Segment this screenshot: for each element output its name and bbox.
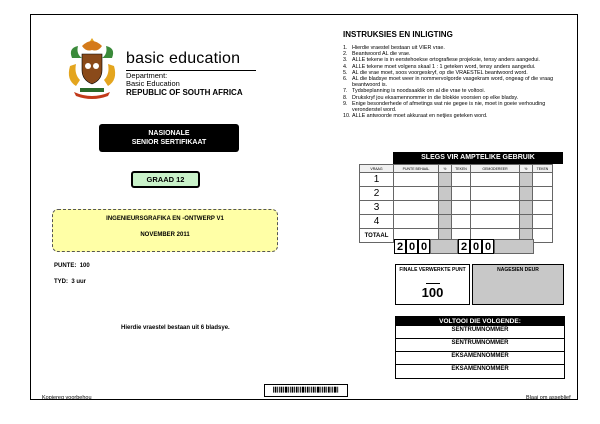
sign-cell[interactable] — [452, 201, 471, 215]
subject-title: INGENIEURSGRAFIKA EN -ONTWERP V1 — [106, 216, 224, 222]
half-cell — [520, 201, 533, 215]
table-row — [360, 187, 553, 201]
final-mark-label: FINALE VERWERKTE PUNT — [399, 267, 466, 273]
instruction-text: Hierdie vraestel bestaan uit VIER vrae. — [352, 45, 445, 51]
marks-cell[interactable] — [394, 173, 439, 187]
exam-number-field[interactable]: EKSAMENNOMMER — [396, 352, 564, 365]
instruction-number: 1. — [343, 45, 348, 51]
total-digit: 0 — [482, 239, 494, 254]
instruction-text: ALLE tekene moet volgens skaal 1 : 1 geteken word, tensy anders aangedui. — [352, 63, 536, 70]
total-digit: 2 — [394, 239, 406, 254]
instruction-text: Drukskryf jou eksamennommer in die blokkie voorsien op elke bladsy. — [352, 94, 519, 101]
half-cell — [439, 215, 452, 229]
instruction-text: AL die bladsye moet weer in nommervolgorde vasgekram word, ongeag of die vraag beantwoord is. — [352, 76, 554, 89]
certificate-box — [99, 124, 239, 152]
certificate-line-1: NASIONALE — [148, 130, 190, 137]
instruction-number: 3. — [343, 57, 348, 64]
column-header: TEKEN — [452, 165, 471, 173]
barcode-image — [264, 384, 348, 397]
question-number: 3 — [360, 201, 394, 215]
half-cell — [520, 187, 533, 201]
instruction-number: 10. — [343, 113, 351, 120]
sign-cell[interactable] — [533, 201, 553, 215]
instruction-item — [343, 101, 573, 113]
column-header: ½ — [520, 165, 533, 173]
marked-by-box[interactable] — [472, 264, 564, 305]
table-row — [360, 173, 553, 187]
sign-cell[interactable] — [452, 215, 471, 229]
total-label: TOTAAL — [360, 229, 394, 243]
sign-cell[interactable] — [533, 187, 553, 201]
instruction-number: 8. — [343, 94, 348, 101]
marks-cell[interactable] — [394, 215, 439, 229]
marks-label: PUNTE: — [54, 263, 77, 269]
final-mark-box — [395, 264, 470, 305]
instruction-number: 7. — [343, 88, 348, 95]
column-header: PUNTE BEHAAL — [394, 165, 439, 173]
instruction-text: ALLE tekene is in eerstehoekse ortografiese projeksie, tensy anders aangedui. — [352, 57, 540, 64]
instructions-title: INSTRUKSIES EN INLIGTING — [343, 30, 453, 39]
instruction-text: ALLE antwoorde moet akkuraat en netjies geteken word. — [352, 113, 488, 120]
instruction-number: 9. — [343, 100, 348, 107]
certificate-line-2: SENIOR SERTIFIKAAT — [131, 139, 207, 146]
marks-value: 100 — [79, 263, 90, 269]
moderated-cell[interactable] — [471, 215, 520, 229]
brand-title: basic education — [126, 50, 241, 67]
moderated-cell[interactable] — [471, 201, 520, 215]
final-mark-divider — [426, 283, 440, 284]
department-name: Basic Education — [126, 79, 180, 88]
department-label: Department: — [126, 71, 168, 80]
instruction-number: 2. — [343, 51, 348, 58]
instruction-text: Enige besonderhede of afmetings wat nie gegee is nie, moet in goeie verhouding veronderstel word. — [352, 100, 546, 114]
final-mark-value: 100 — [421, 285, 444, 300]
subject-box — [52, 209, 278, 252]
question-number: 1 — [360, 173, 394, 187]
official-use-header: SLEGS VIR AMPTELIKE GEBRUIK — [393, 152, 563, 164]
instruction-item — [343, 113, 573, 119]
total-digit: 2 — [458, 239, 470, 254]
question-number: 4 — [360, 215, 394, 229]
copyright-note: Kopiereg voorbehou — [42, 395, 92, 401]
marks-cell[interactable] — [394, 201, 439, 215]
sign-cell[interactable] — [533, 173, 553, 187]
instruction-number: 4. — [343, 63, 348, 70]
pages-note: Hierdie vraestel bestaan uit 6 bladsye. — [121, 325, 230, 331]
moderated-cell[interactable] — [471, 173, 520, 187]
instruction-text: Beantwoord AL die vrae. — [352, 51, 411, 58]
sign-cell[interactable] — [533, 229, 553, 243]
total-digits-row — [394, 239, 534, 254]
half-cell — [439, 173, 452, 187]
time-value: 3 uur — [71, 279, 87, 285]
column-header: GEMODEREER — [471, 165, 520, 173]
table-row — [360, 215, 553, 229]
half-cell — [439, 201, 452, 215]
gray-spacer — [430, 239, 458, 254]
moderated-cell[interactable] — [471, 187, 520, 201]
sign-cell[interactable] — [452, 187, 471, 201]
marks-line — [54, 263, 90, 269]
centre-number-field[interactable]: SENTRUMNOMMER — [396, 326, 564, 339]
column-header: VRAAG — [360, 165, 394, 173]
complete-following-box — [395, 316, 565, 379]
instruction-text: Tydsbeplanning is noodsaaklik om al die vrae te voltooi. — [352, 88, 486, 95]
half-cell — [520, 173, 533, 187]
official-marks-table — [359, 164, 553, 243]
complete-following-title: VOLTOOI DIE VOLGENDE: — [396, 317, 564, 326]
time-label: TYD: — [54, 279, 68, 285]
marks-table-header — [360, 165, 553, 173]
instruction-text: AL die vrae moet, soos voorgeskryf, op die VRAESTEL beantwoord word. — [352, 69, 528, 76]
time-line — [54, 279, 86, 285]
instruction-number: 5. — [343, 69, 348, 76]
column-header: ½ — [439, 165, 452, 173]
marks-cell[interactable] — [394, 187, 439, 201]
total-digit: 0 — [470, 239, 482, 254]
instruction-number: 6. — [343, 76, 348, 83]
question-number: 2 — [360, 187, 394, 201]
table-row — [360, 201, 553, 215]
instructions-list — [343, 45, 573, 119]
sign-cell[interactable] — [533, 215, 553, 229]
half-cell — [520, 215, 533, 229]
exam-session: NOVEMBER 2011 — [140, 232, 190, 238]
coat-of-arms-logo — [64, 36, 120, 100]
exam-number-field[interactable]: EKSAMENNOMMER — [451, 366, 509, 372]
total-digit: 0 — [406, 239, 418, 254]
grade-badge: GRAAD 12 — [131, 171, 200, 188]
centre-number-field[interactable]: SENTRUMNOMMER — [396, 339, 564, 352]
column-header: TEKEN — [533, 165, 553, 173]
country-name: REPUBLIC OF SOUTH AFRICA — [126, 88, 243, 97]
total-digit: 0 — [418, 239, 430, 254]
half-cell — [439, 187, 452, 201]
sign-cell[interactable] — [452, 173, 471, 187]
marked-by-label: NAGESIEN DEUR — [497, 267, 539, 273]
turn-page-note: Blaai om asseblief — [526, 395, 571, 401]
gray-spacer — [494, 239, 534, 254]
instruction-item — [343, 76, 573, 88]
